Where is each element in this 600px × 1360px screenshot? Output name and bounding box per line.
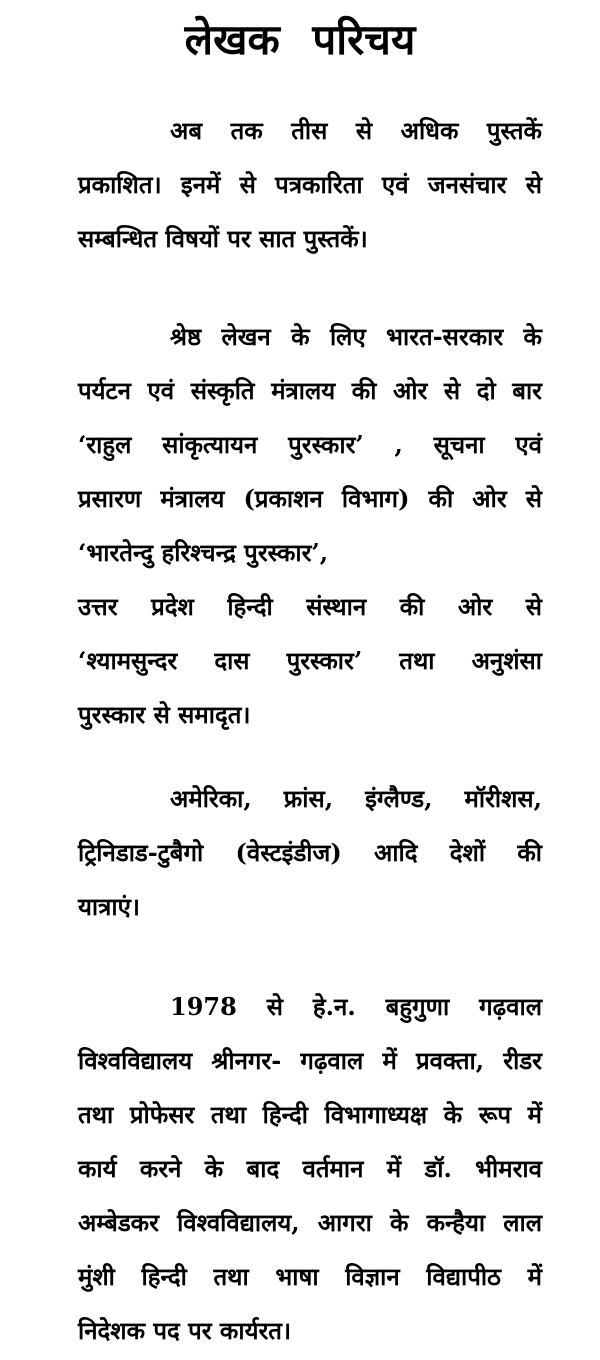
text-line: यात्राएं। (78, 892, 140, 921)
text-line: निदेशक पद पर कार्यरत। (78, 1316, 292, 1345)
text-line: उत्तर प्रदेश हिन्दी संस्थान की ओर से (78, 592, 542, 621)
text-line: प्रकाशित। इनमें से पत्रकारिता एवं जनसंचार से (78, 170, 542, 199)
text-line: तथा प्रोफेसर तथा हिन्दी विभागाध्यक्ष के रूप में (78, 1100, 542, 1129)
text-line: प्रसारण मंत्रालय (प्रकाशन विभाग) की ओर से (78, 484, 542, 513)
text-line: मुंशी हिन्दी तथा भाषा विज्ञान विद्यापीठ में (78, 1262, 542, 1291)
paragraph-publications (78, 104, 542, 266)
text-line: श्रेष्ठ लेखन के लिए भारत-सरकार के (170, 322, 542, 351)
text-line: पर्यटन एवं संस्कृति मंत्रालय की ओर से दो बार (78, 376, 542, 405)
text-line: पुरस्कार से समादृत। (78, 700, 251, 729)
text-line: ‘श्यामसुन्दर दास पुरस्कार’ तथा अनुशंसा (78, 646, 542, 675)
page-title: लेखक परिचय (184, 15, 416, 64)
paragraph-awards (78, 310, 542, 742)
text-line: ट्रिनिडाड-टुबैगो (वेस्टइंडीज) आदि देशों की (78, 838, 542, 867)
text-line: 1978 से हे.न. बहुगुणा गढ़वाल (170, 992, 542, 1021)
text-line: सम्बन्धित विषयों पर सात पुस्तकें। (78, 224, 368, 253)
text-line: कार्य करने के बाद वर्तमान में डॉ. भीमराव (78, 1154, 542, 1183)
text-line: अम्बेडकर विश्वविद्यालय, आगरा के कन्हैया लाल (78, 1208, 542, 1237)
paragraph-travels (78, 772, 542, 934)
text-line: विश्वविद्यालय श्रीनगर- गढ़वाल में प्रवक्ता, रीडर (78, 1046, 542, 1075)
paragraph-career (78, 980, 542, 1358)
text-line: ‘भारतेन्दु हरिश्चन्द्र पुरस्कार’, (78, 538, 329, 567)
text-line: अमेरिका, फ्रांस, इंग्लैण्ड, मॉरीशस, (170, 784, 542, 813)
text-line: अब तक तीस से अधिक पुस्तकें (170, 116, 542, 145)
text-line: ‘राहुल सांकृत्यायन पुरस्कार’ , सूचना एवं (78, 430, 542, 459)
